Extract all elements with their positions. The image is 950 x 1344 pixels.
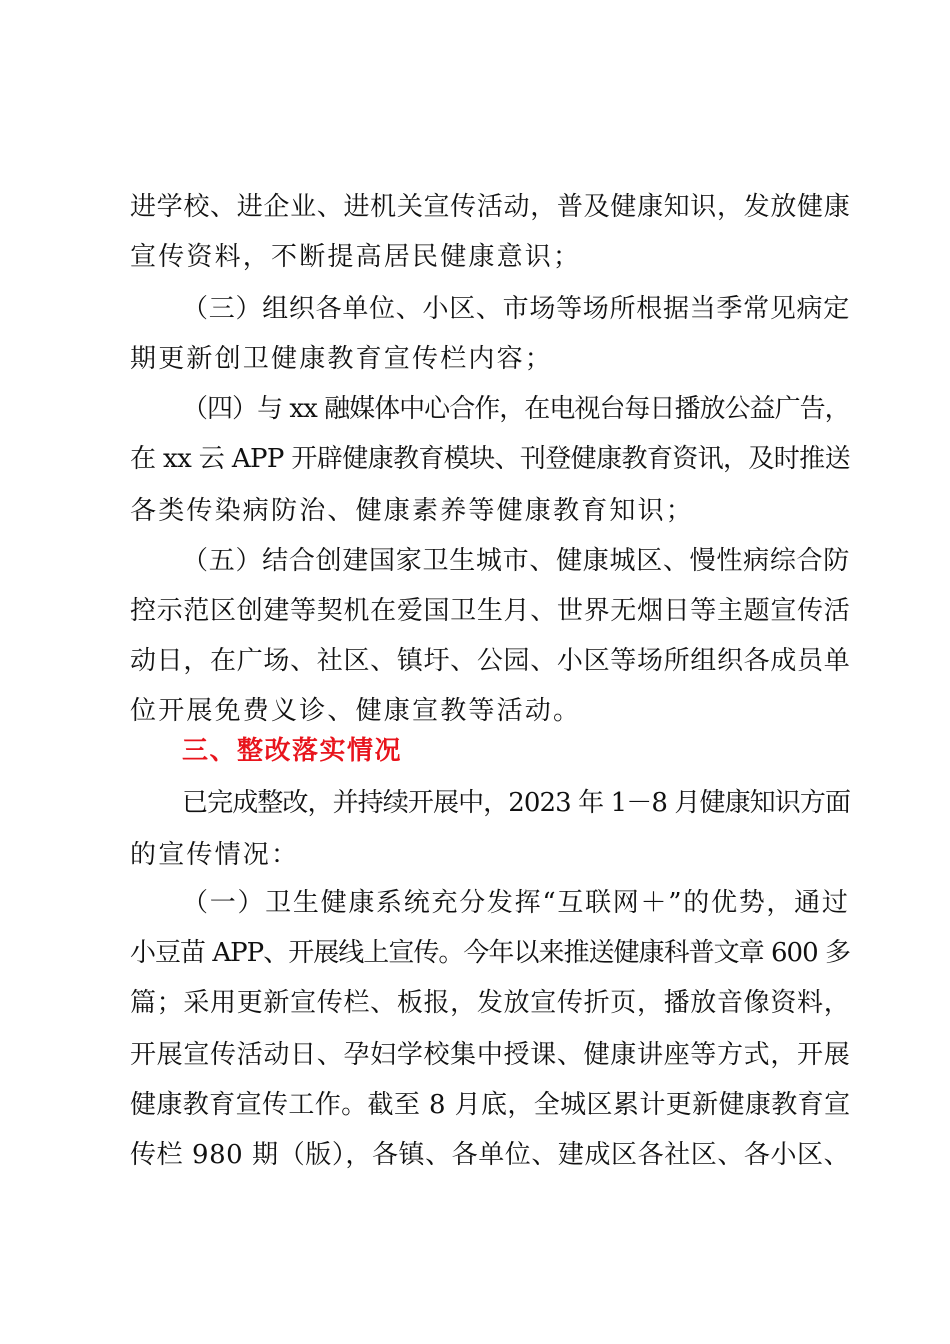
text-line-1: 进学校、进企业、进机关宣传活动，普及健康知识，发放健康 [130, 192, 851, 222]
text-line-8: （五）结合创建国家卫生城市、健康城区、慢性病综合防 [182, 546, 851, 576]
section-heading: 三、整改落实情况 [182, 736, 403, 766]
text-line-15: 小豆苗 APP、开展线上宣传。今年以来推送健康科普文章 600 多 [130, 938, 850, 968]
text-line-19: 传栏 980 期（版），各镇、各单位、建成区各社区、各小区、 [130, 1140, 851, 1170]
text-line-16: 篇；采用更新宣传栏、板报，发放宣传折页，播放音像资料， [130, 988, 851, 1018]
text-line-18: 健康教育宣传工作。截至 8 月底，全城区累计更新健康教育宣 [130, 1090, 851, 1120]
text-line-17: 开展宣传活动日、孕妇学校集中授课、健康讲座等方式，开展 [130, 1040, 851, 1070]
text-line-3: （三）组织各单位、小区、市场等场所根据当季常见病定 [182, 294, 851, 324]
text-line-10: 动日，在广场、社区、镇圩、公园、小区等场所组织各成员单 [130, 646, 851, 676]
text-line-5: （四）与 xx 融媒体中心合作，在电视台每日播放公益广告， [182, 394, 850, 424]
text-line-7: 各类传染病防治、健康素养等健康教育知识； [130, 496, 695, 526]
text-line-13: 的宣传情况： [130, 840, 300, 870]
text-line-9: 控示范区创建等契机在爱国卫生月、世界无烟日等主题宣传活 [130, 596, 851, 626]
text-line-11: 位开展免费义诊、健康宣教等活动。 [130, 696, 582, 726]
text-line-2: 宣传资料，不断提高居民健康意识； [130, 242, 582, 272]
text-line-4: 期更新创卫健康教育宣传栏内容； [130, 344, 554, 374]
text-line-12: 已完成整改，并持续开展中，2023 年 1－8 月健康知识方面 [182, 788, 851, 818]
text-line-14: （一）卫生健康系统充分发挥“互联网＋”的优势，通过 [182, 888, 850, 918]
text-line-6: 在 xx 云 APP 开辟健康教育模块、刊登健康教育资讯，及时推送 [130, 444, 850, 474]
